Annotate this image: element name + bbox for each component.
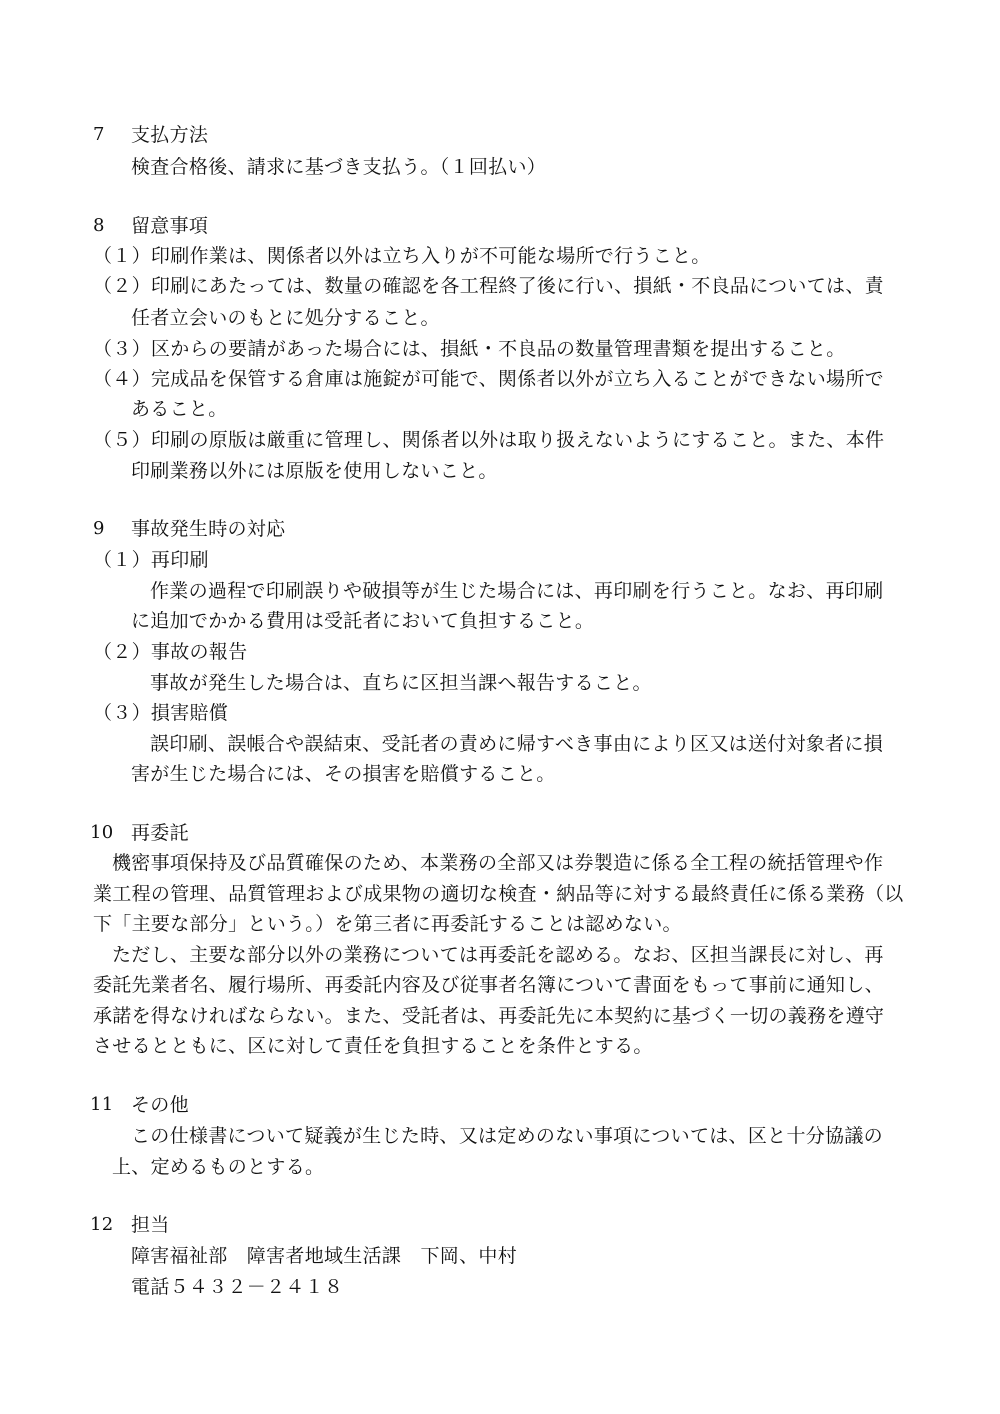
body-text: 承諾を得なければならない。また、受託者は、再委託先に本契約に基づく一切の義務を遵守 [93, 1005, 885, 1027]
body-text: ただし、主要な部分以外の業務については再委託を認める。なお、区担当課長に対し、再 [112, 944, 884, 966]
body-text: 機密事項保持及び品質確保のため、本業務の全部又は券製造に係る全工程の統括管理や作 [112, 852, 884, 874]
section-number: 11 [90, 1094, 114, 1115]
body-text: 誤印刷、誤帳合や誤結束、受託者の責めに帰すべき事由により区又は送付対象者に損 [150, 733, 884, 755]
body-text: 検査合格後、請求に基づき支払う。（１回払い） [131, 156, 547, 178]
body-text: 障害福祉部 障害者地域生活課 下岡、中村 [131, 1245, 518, 1267]
section-title: その他 [131, 1094, 189, 1116]
body-text: に追加でかかる費用は受託者において負担すること。 [131, 610, 595, 632]
body-text: 事故が発生した場合は、直ちに区担当課へ報告すること。 [150, 672, 652, 694]
section-title: 担当 [131, 1214, 170, 1236]
section-title: 支払方法 [131, 124, 209, 146]
body-text: この仕様書について疑義が生じた時、又は定めのない事項については、区と十分協議の [131, 1125, 883, 1147]
list-item-text: （２）印刷にあたっては、数量の確認を各工程終了後に行い、損紙・不良品については、責 [93, 275, 884, 297]
list-item-text: （４）完成品を保管する倉庫は施錠が可能で、関係者以外が立ち入ることができない場所で [93, 368, 884, 390]
subsection-title: （２）事故の報告 [93, 641, 248, 663]
body-text: 害が生じた場合には、その損害を賠償すること。 [131, 763, 556, 785]
list-item-text: （３）区からの要請があった場合には、損紙・不良品の数量管理書類を提出すること。 [93, 338, 846, 360]
body-text: 業工程の管理、品質管理および成果物の適切な検査・納品等に対する最終責任に係る業務（以 [93, 883, 904, 905]
subsection-title: （１）再印刷 [93, 549, 209, 571]
section-number: 9 [93, 518, 105, 539]
section-number: 10 [90, 822, 114, 843]
body-text: 上、定めるものとする。 [112, 1156, 325, 1178]
body-text: 下「主要な部分」という。）を第三者に再委託することは認めない。 [93, 913, 682, 935]
body-text: させるとともに、区に対して責任を負担することを条件とする。 [93, 1035, 653, 1057]
section-title: 事故発生時の対応 [131, 518, 286, 540]
subsection-title: （３）損害賠償 [93, 702, 229, 724]
list-item-text: 任者立会いのもとに処分すること。 [131, 307, 440, 329]
section-title: 再委託 [131, 822, 189, 844]
list-item-text: あること。 [131, 398, 228, 420]
list-item-text: （５）印刷の原版は厳重に管理し、関係者以外は取り扱えないようにすること。また、本件 [93, 429, 885, 451]
body-text: 委託先業者名、履行場所、再委託内容及び従事者名簿について書面をもって事前に通知し、 [93, 974, 884, 996]
list-item-text: （１）印刷作業は、関係者以外は立ち入りが不可能な場所で行うこと。 [93, 245, 711, 267]
list-item-text: 印刷業務以外には原版を使用しないこと。 [131, 460, 498, 482]
body-text: 電話５４３２－２４１８ [131, 1276, 344, 1298]
body-text: 作業の過程で印刷誤りや破損等が生じた場合には、再印刷を行うこと。なお、再印刷 [150, 580, 884, 602]
section-number: 12 [90, 1214, 114, 1235]
section-number: 8 [93, 215, 105, 236]
section-title: 留意事項 [131, 215, 209, 237]
section-number: 7 [93, 124, 105, 145]
